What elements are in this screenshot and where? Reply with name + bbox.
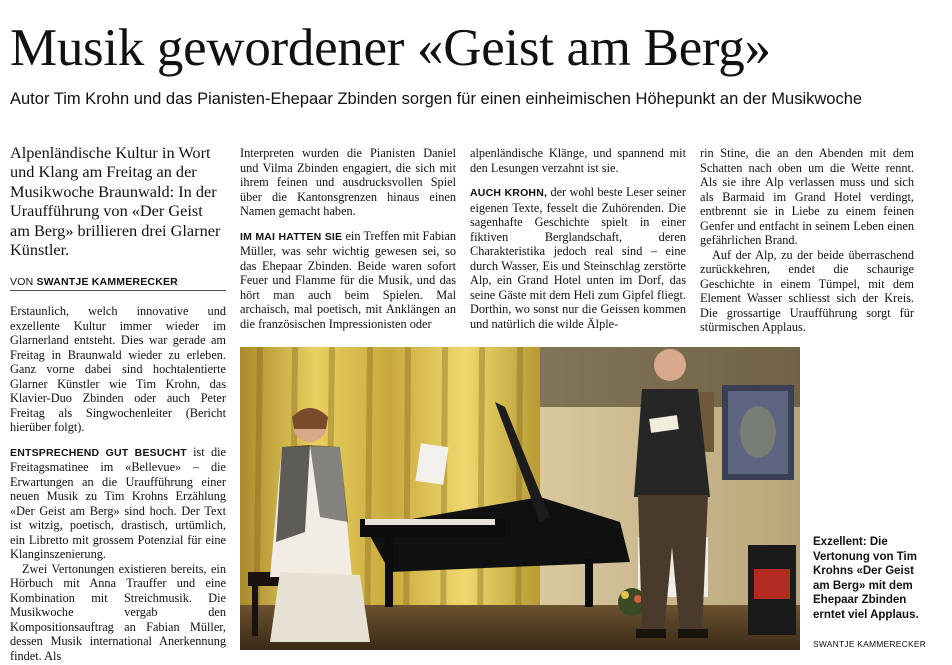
paragraph: Auf der Alp, zu der beide überraschend zurückkehren, endet die schaurige Geschichte in einem Tümpel, mit dem Element Wasser schliesst sich der Kreis. Die grossartige Uraufführung sorgt für stürmischen Applaus. — [700, 247, 914, 334]
article-column-4 — [700, 146, 914, 335]
paragraph-text: ein Treffen mit Fabian Müller, was sehr wichtig gewesen sei, so das Ehepaar Zbinden. Beide waren sofort Feuer und Flamme für die Musik, und das hört man auch beim Spielen. Mal archaisch, mal poetisch, mit Anklängen an die französischen Impressionisten oder — [240, 228, 456, 331]
concert-photo — [240, 347, 800, 650]
byline — [10, 276, 226, 291]
paragraph-text: ist die Freitagsmatinee im «Bellevue» – die Erwartungen an die Uraufführung einer neuen Musik zu Tim Krohns Erzählung «Der Geist am Berg» sind hoch. Der Text ist witzig, poetisch, drastisch, urtümlich, ein Libretto mit grossem Potenzial für eine Klanginszenierung. — [10, 444, 226, 561]
subheadline: Autor Tim Krohn und das Pianisten-Ehepaar Zbinden sorgen für einen einheimischen Höhepunkt an der Musikwoche — [10, 90, 863, 108]
photo-credit: SWANTJE KAMMERECKER — [813, 639, 927, 649]
paragraph: alpenländische Klänge, und spannend mit den Lesungen verzahnt ist sie. — [470, 146, 686, 175]
paragraph: Zwei Vertonungen existieren bereits, ein Hörbuch mit Anna Trauffer und eine Kombination mit Streichmusik. Die Musikwoche vergab den Kompositionsauftrag an Fabian Müller, dessen Musik international Anerkennung findet. Als — [10, 561, 226, 663]
article-column-3 — [470, 146, 686, 331]
byline-author: SWANTJE KAMMERECKER — [36, 276, 178, 288]
paragraph: rin Stine, die an den Abenden mit dem Schatten nach oben um die Wette rennt. Als sie ihre Alp verlassen muss und sich als Barmaid im Grand Hotel verdingt, entbrennt sie in Liebe zu einem feinen Genfer und entfacht in seinem Leben einen gefährlichen Brand. — [700, 146, 914, 247]
lead-paragraph: Alpenländische Kultur in Wort und Klang am Freitag an der Musikwoche Braunwald: In der Uraufführung von «Der Geist am Berg» brillieren drei Glarner Künstler. — [10, 143, 221, 260]
photo-caption: Exzellent: Die Vertonung von Tim Krohns «Der Geist am Berg» mit dem Ehepaar Zbinden erntet viel Applaus. — [813, 536, 919, 621]
paragraph-text: der wohl beste Leser seiner eigenen Texte, fesselt die Zuhörenden. Die sagenhafte Geschichte spielt in einer fiktiven Berglandschaft, deren Charakteristika jedoch real sind – eine durch Wasser, Eis und Steinschlag zerstörte Alp, ein Grand Hotel unten im Dorf, das seine Gäste mit dem Heli zum Gipfel fliegt. Dorthin, wo sonst nur die Geissen kommen und natürlich die wilde Älple- — [470, 185, 686, 331]
paragraph — [10, 445, 226, 562]
paragraph — [470, 185, 686, 331]
article-column-2 — [240, 146, 456, 331]
article-column-1 — [10, 304, 226, 663]
section-kicker: IM MAI HATTEN SIE — [240, 230, 343, 243]
paragraph — [240, 229, 456, 332]
paragraph: Interpreten wurden die Pianisten Daniel und Vilma Zbinden engagiert, die sich mit ihrem feinen und ausdrucksvollen Spiel über die Kantonsgrenzen hinaus einen Namen gemacht haben. — [240, 146, 456, 218]
headline: Musik gewordener «Geist am Berg» — [10, 19, 771, 77]
byline-prefix: VON — [10, 276, 34, 288]
paragraph: Erstaunlich, welch innovative und exzellente Kultur immer wieder im Glarnerland entsteht. Dies war gerade am Freitag in Braunwald wieder zu erleben. Ganz vorne dabei sind hochtalentierte Glarner Künstler wie Tim Krohn, das Klavier-Duo Zbinden oder auch Peter Freitag als Singwochenleiter (Bericht hierüber folgt). — [10, 304, 226, 434]
section-kicker: ENTSPRECHEND GUT BESUCHT — [10, 446, 187, 459]
section-kicker: AUCH KROHN, — [470, 187, 548, 199]
